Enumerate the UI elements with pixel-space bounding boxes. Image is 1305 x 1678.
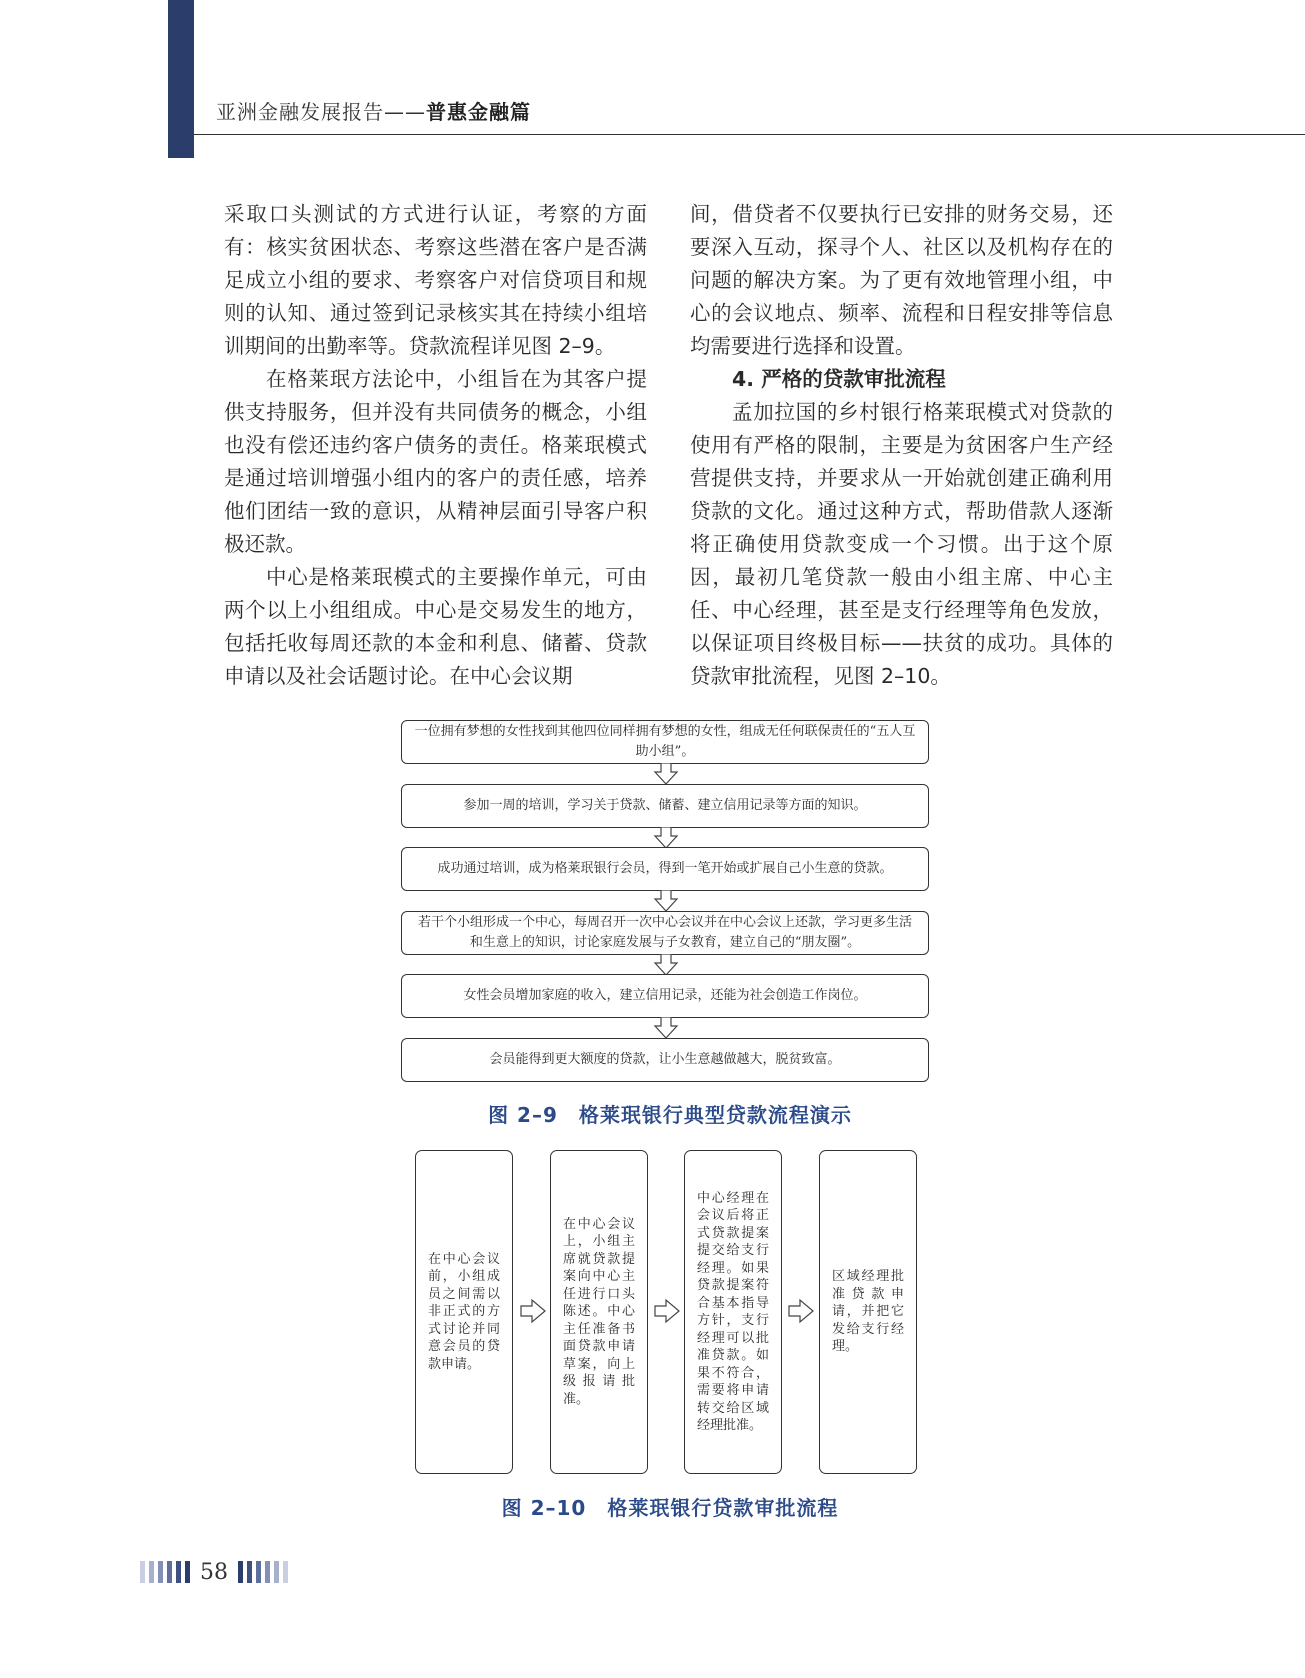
right-arrow-icon — [520, 1298, 546, 1324]
right-arrow-icon — [654, 1298, 680, 1324]
down-arrow-icon — [653, 763, 679, 785]
right-column — [690, 198, 1113, 693]
approval-step-4: 区域经理批准贷款申请，并把它发给支行经理。 — [819, 1150, 917, 1474]
flow-step-2: 参加一周的培训，学习关于贷款、储蓄、建立信用记录等方面的知识。 — [401, 784, 929, 828]
running-header — [216, 96, 531, 125]
flow-step-1: 一位拥有梦想的女性找到其他四位同样拥有梦想的女性，组成无任何联保责任的“五人互助小组”。 — [401, 720, 929, 764]
flow-step-5: 女性会员增加家庭的收入，建立信用记录，还能为社会创造工作岗位。 — [401, 974, 929, 1018]
figure-2-10-caption: 图 2–10 格莱珉银行贷款审批流程 — [501, 1496, 839, 1520]
right-arrow-icon — [788, 1298, 814, 1324]
approval-step-3: 中心经理在会议后将正式贷款提案提交给支行经理。如果贷款提案符合基本指导方针，支行经理可以批准贷款。如果不符合，需要将申请转交给区域经理批准。 — [684, 1150, 782, 1474]
flow-step-6: 会员能得到更大额度的贷款，让小生意越做越大，脱贫致富。 — [401, 1038, 929, 1082]
footer-bars-right — [238, 1561, 288, 1583]
right-paragraph-2: 孟加拉国的乡村银行格莱珉模式对贷款的使用有严格的限制，主要是为贫困客户生产经营提供支持，并要求从一开始就创建正确利用贷款的文化。通过这种方式，帮助借款人逐渐将正确使用贷款变成一个习惯。出于这个原因，最初几笔贷款一般由小组主席、中心主任、中心经理，甚至是支行经理等角色发放，以保证项目终极目标——扶贫的成功。具体的贷款审批流程，见图 2–10。 — [690, 400, 1113, 688]
approval-step-2: 在中心会议上，小组主席就贷款提案向中心主任进行口头陈述。中心主任准备书面贷款申请草案，向上级报请批准。 — [550, 1150, 648, 1474]
left-paragraph-3: 中心是格莱珉模式的主要操作单元，可由两个以上小组组成。中心是交易发生的地方，包括托收每周还款的本金和利息、储蓄、贷款申请以及社会话题讨论。在中心会议期 — [224, 565, 647, 688]
left-column — [224, 198, 647, 693]
down-arrow-icon — [653, 827, 679, 849]
down-arrow-icon — [653, 1017, 679, 1039]
left-paragraph-2: 在格莱珉方法论中，小组旨在为其客户提供支持服务，但并没有共同债务的概念，小组也没有偿还违约客户债务的责任。格莱珉模式是通过培训增强小组内的客户的责任感，培养他们团结一致的意识，从精神层面引导客户积极还款。 — [224, 367, 647, 556]
approval-step-1: 在中心会议前，小组成员之间需以非正式的方式讨论并同意会员的贷款申请。 — [415, 1150, 513, 1474]
right-paragraph-1: 间，借贷者不仅要执行已安排的财务交易，还要深入互动，探寻个人、社区以及机构存在的问题的解决方案。为了更有效地管理小组，中心的会议地点、频率、流程和日程安排等信息均需要进行选择和设置。 — [690, 202, 1113, 358]
down-arrow-icon — [653, 890, 679, 912]
header-side-bar — [168, 0, 194, 158]
flow-step-3: 成功通过培训，成为格莱珉银行会员，得到一笔开始或扩展自己小生意的贷款。 — [401, 847, 929, 891]
footer-bars-left — [140, 1561, 190, 1583]
flow-step-4: 若干个小组形成一个中心，每周召开一次中心会议并在中心会议上还款，学习更多生活和生意上的知识，讨论家庭发展与子女教育，建立自己的“朋友圈”。 — [401, 911, 929, 955]
page-footer — [140, 1560, 288, 1584]
header-title-main: 亚洲金融发展报告—— — [216, 100, 426, 124]
header-title-bold: 普惠金融篇 — [426, 100, 531, 124]
left-paragraph-1: 采取口头测试的方式进行认证，考察的方面有：核实贫困状态、考察这些潜在客户是否满足成立小组的要求、考察客户对信贷项目和规则的认知、通过签到记录核实其在持续小组培训期间的出勤率等。贷款流程详见图 2–9。 — [224, 202, 647, 358]
page-number: 58 — [200, 1559, 228, 1585]
section-heading: 4. 严格的贷款审批流程 — [732, 367, 946, 391]
header-rule — [194, 134, 1305, 135]
down-arrow-icon — [653, 954, 679, 976]
figure-2-9-caption: 图 2–9 格莱珉银行典型贷款流程演示 — [488, 1103, 852, 1127]
